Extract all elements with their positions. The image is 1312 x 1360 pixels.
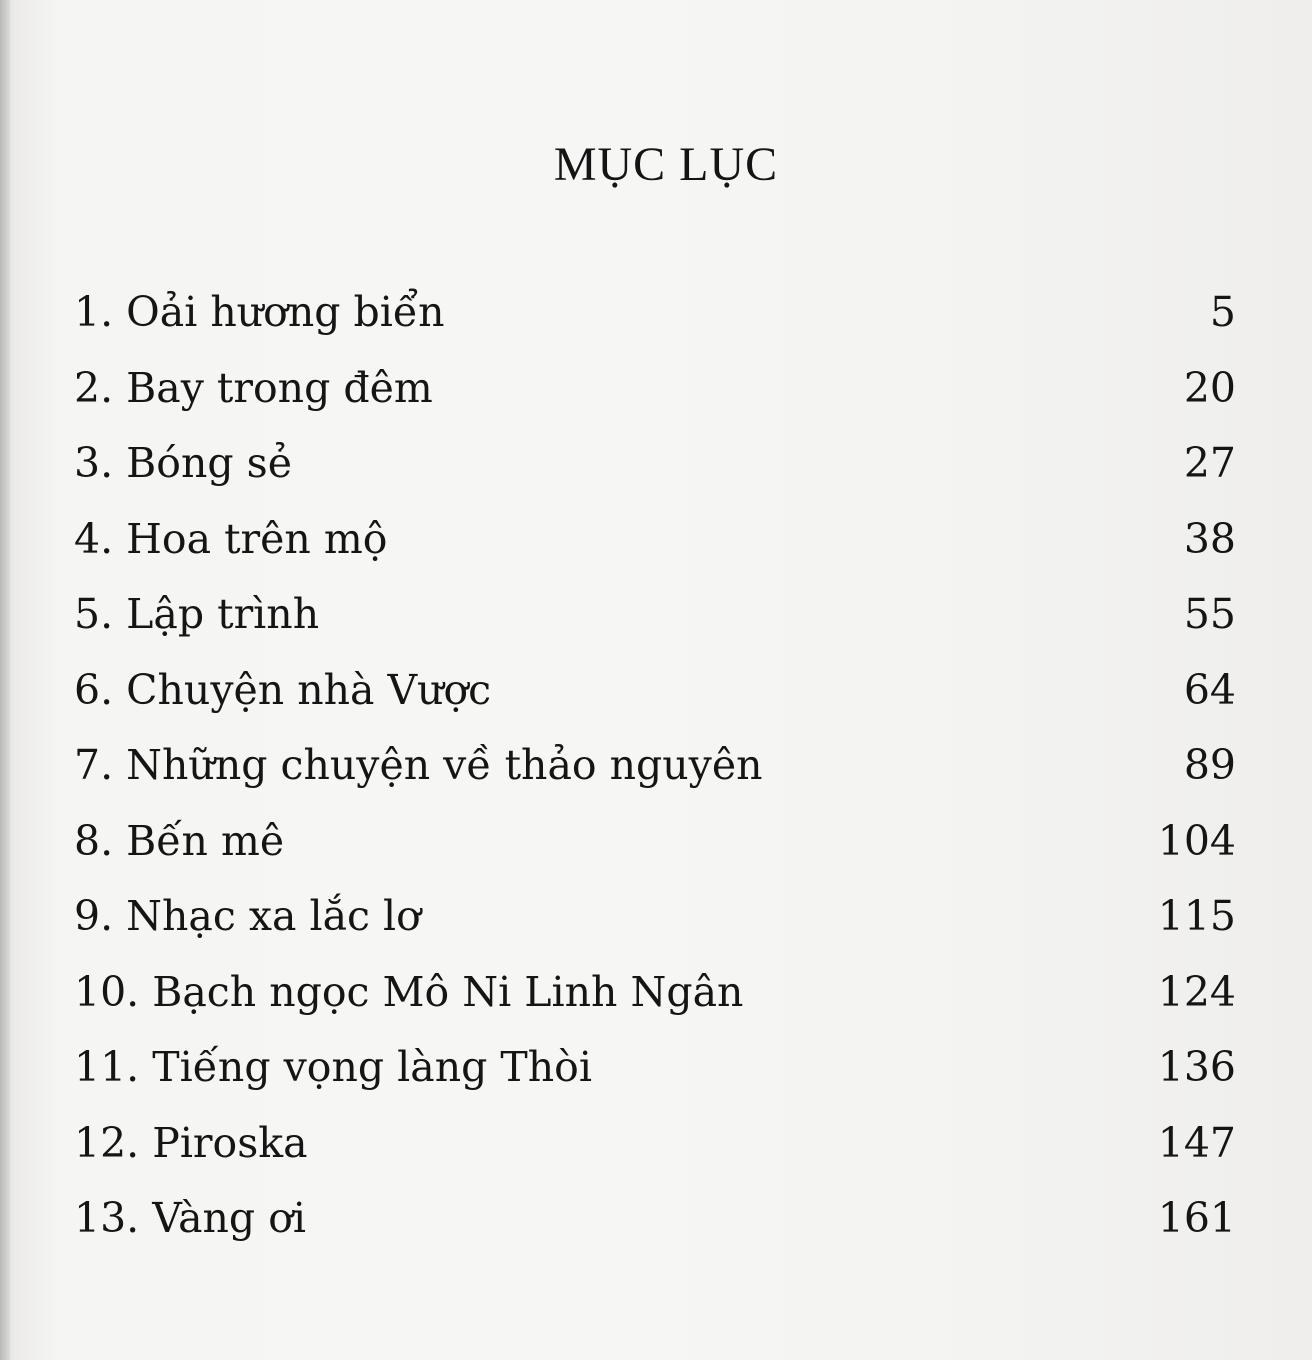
toc-entry-page: 147 [1157,1118,1236,1167]
toc-entry-title: 12. Piroska [74,1118,308,1167]
toc-entry-title: 3. Bóng sẻ [74,439,292,487]
toc-entry-page: 89 [1183,741,1236,789]
table-of-contents [74,288,1236,1270]
toc-entry [74,817,1236,893]
toc-entry-page: 104 [1157,816,1236,865]
toc-entry-title: 13. Vàng ơi [74,1194,307,1242]
page-binding-shadow [0,0,10,1360]
toc-entry-title: 9. Nhạc xa lắc lơ [74,892,421,940]
toc-entry [74,892,1236,968]
toc-entry [74,666,1236,742]
toc-entry-title: 8. Bến mê [74,816,285,865]
toc-entry-page: 27 [1183,439,1236,487]
toc-entry-page: 124 [1157,967,1236,1016]
toc-entry-title: 10. Bạch ngọc Mô Ni Linh Ngân [74,967,744,1016]
toc-entry-title: 11. Tiếng vọng làng Thòi [74,1043,592,1091]
toc-entry [74,1194,1236,1270]
toc-entry [74,741,1236,817]
toc-entry-title: 6. Chuyện nhà Vược [74,665,492,714]
toc-entry-title: 7. Những chuyện về thảo nguyên [74,741,763,789]
toc-entry [74,968,1236,1044]
toc-entry-page: 38 [1183,514,1236,563]
toc-entry-page: 161 [1157,1194,1236,1242]
toc-entry-page: 64 [1183,665,1236,714]
page-title: MỤC LỤC [553,138,779,191]
toc-entry [74,590,1236,666]
toc-entry [74,288,1236,364]
toc-entry-title: 4. Hoa trên mộ [74,514,388,563]
toc-entry [74,515,1236,591]
toc-entry-title: 1. Oải hương biển [74,288,445,336]
toc-entry-page: 20 [1183,363,1236,412]
toc-entry [74,439,1236,515]
toc-entry-page: 115 [1157,892,1236,940]
toc-entry [74,1043,1236,1119]
toc-entry-title: 5. Lập trình [74,590,320,638]
toc-entry-title: 2. Bay trong đêm [74,363,433,412]
toc-entry-page: 136 [1157,1043,1236,1091]
toc-entry-page: 55 [1183,590,1236,638]
toc-entry [74,364,1236,440]
toc-entry [74,1119,1236,1195]
toc-entry-page: 5 [1209,288,1236,336]
